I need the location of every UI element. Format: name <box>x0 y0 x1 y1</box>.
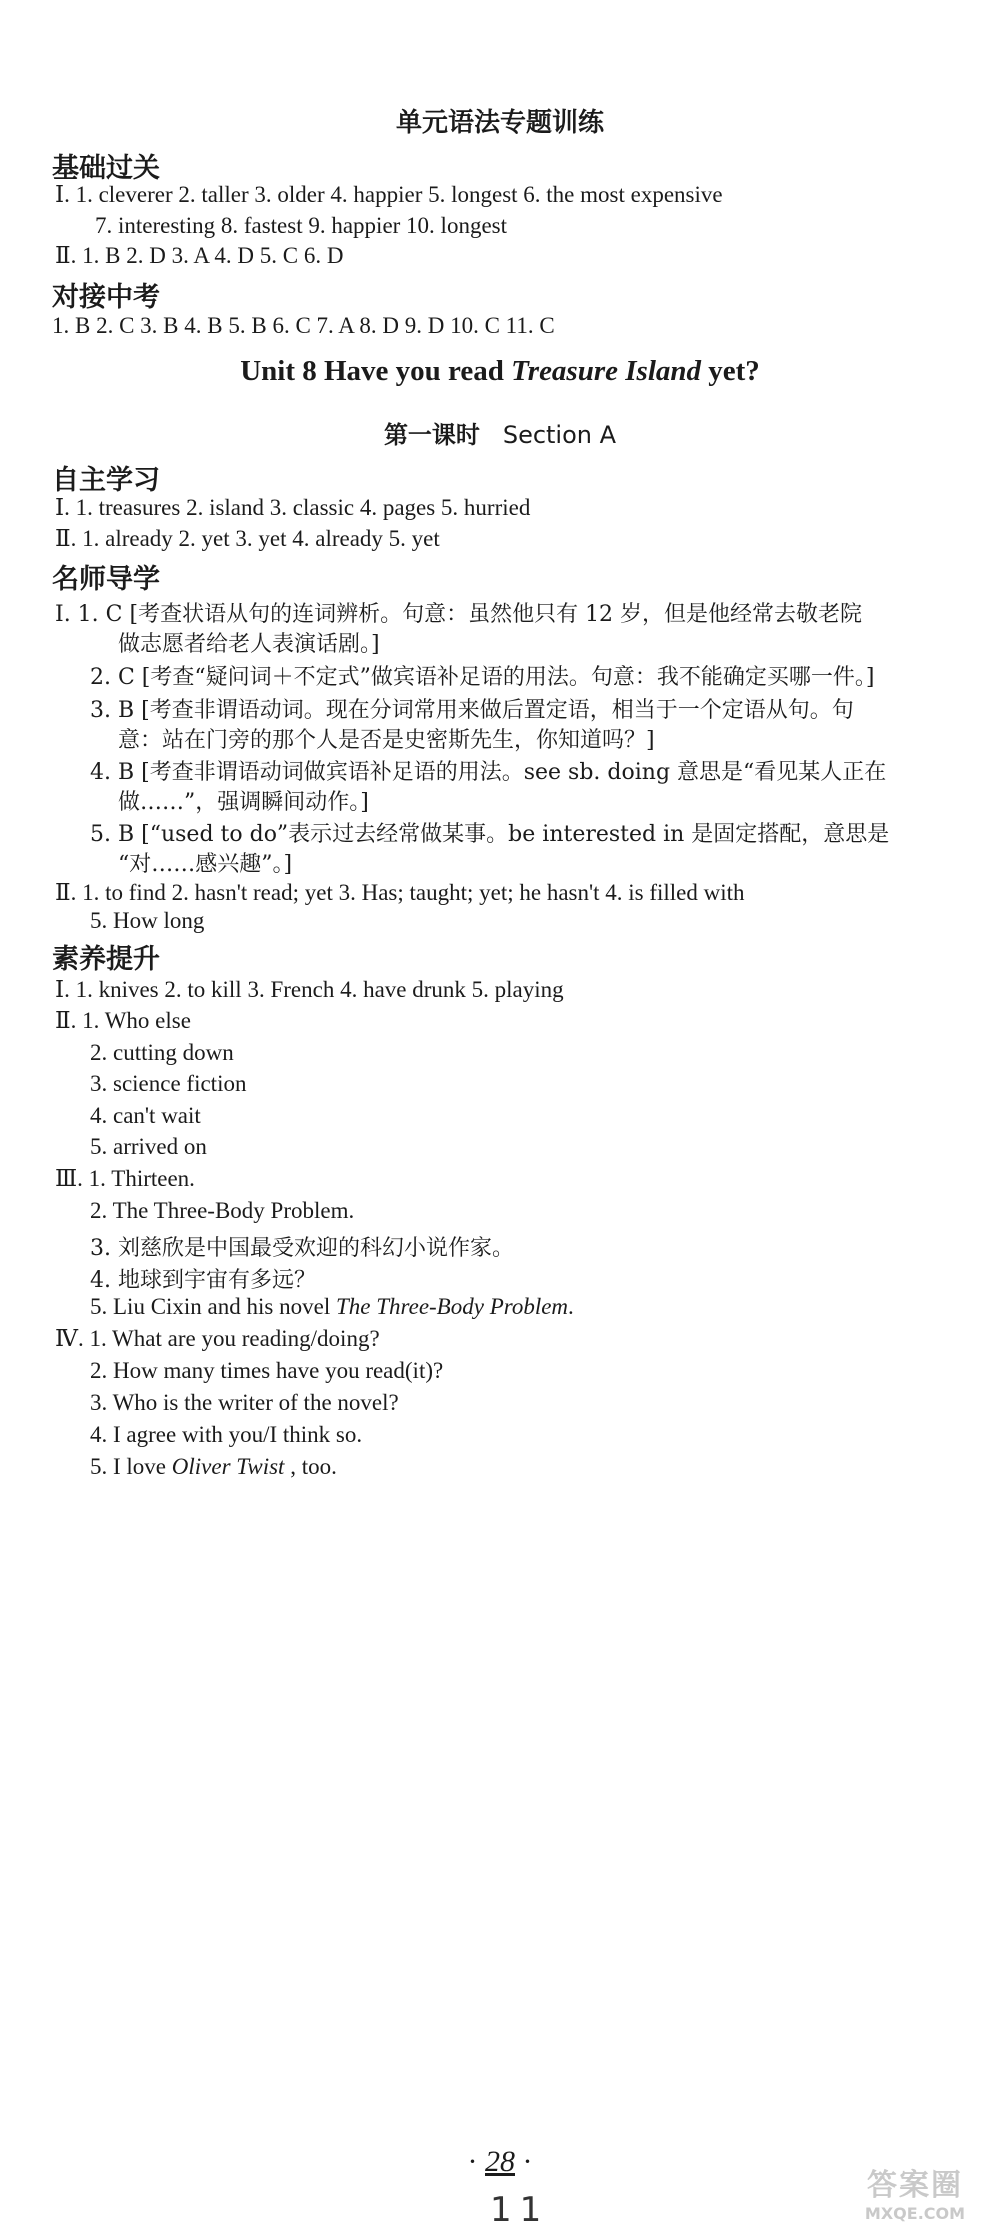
page-dot-left: · <box>467 2145 478 2178</box>
suyang-III-5-pre: 5. Liu Cixin and his novel <box>90 1294 336 1319</box>
mingshi-line-8: 5. B [“used to do”表示过去经常做某事。be interested in 是固定搭配，意思是 <box>90 822 890 847</box>
page-dot-right: · <box>522 2145 533 2178</box>
page-number-value: 28 <box>485 2145 515 2178</box>
jichu-II-line: Ⅱ. 1. B 2. D 3. A 4. D 5. C 6. D <box>55 243 344 268</box>
suyang-III-4: 4. 地球到宇宙有多远？ <box>90 1268 316 1293</box>
suyang-IV-5-title: Oliver Twist <box>171 1454 285 1479</box>
suyang-III-5-title: The Three-Body Problem <box>335 1294 569 1319</box>
suyang-IV-5-post: , too. <box>284 1454 337 1479</box>
suyang-III-5 <box>90 1294 574 1320</box>
watermark-cn: 答案圈 <box>867 2168 963 2203</box>
suyang-IV-5-pre: 5. I love <box>90 1454 172 1479</box>
mingshi-line-3: 2. C [考查“疑问词＋不定式”做宾语补足语的用法。句意：我不能确定买哪一件。] <box>90 665 875 690</box>
suyang-II-5: 5. arrived on <box>90 1134 207 1159</box>
lesson-heading <box>0 415 1000 450</box>
mingshi-line-9: “对……感兴趣”。] <box>118 852 293 877</box>
suyang-III-5-post: . <box>568 1294 574 1319</box>
suyang-IV-5 <box>90 1454 337 1480</box>
zhongkao-line: 1. B 2. C 3. B 4. B 5. B 6. C 7. A 8. D 9. D 10. C 11. C <box>52 313 555 338</box>
mingshi-line-10: Ⅱ. 1. to find 2. hasn't read; yet 3. Has; taught; yet; he hasn't 4. is filled with <box>55 880 745 905</box>
heading-zhongkao: 对接中考 <box>52 282 160 313</box>
heading-jichu: 基础过关 <box>52 153 160 184</box>
suyang-II-2: 2. cutting down <box>90 1040 234 1065</box>
jichu-I-line1: Ⅰ. 1. cleverer 2. taller 3. older 4. happier 5. longest 6. the most expensive <box>55 182 723 207</box>
heading-zizhu: 自主学习 <box>52 465 160 496</box>
mingshi-line-11: 5. How long <box>90 908 205 933</box>
suyang-IV-3: 3. Who is the writer of the novel? <box>90 1390 399 1415</box>
handwritten-mark: 11 <box>490 2190 550 2230</box>
suyang-I-line: Ⅰ. 1. knives 2. to kill 3. French 4. have drunk 5. playing <box>55 977 564 1002</box>
jichu-I-line2: 7. interesting 8. fastest 9. happier 10. longest <box>95 213 508 238</box>
suyang-II-4: 4. can't wait <box>90 1103 201 1128</box>
suyang-III-2: 2. The Three-Body Problem. <box>90 1198 355 1223</box>
mingshi-line-7: 做……”，强调瞬间动作。] <box>118 790 369 815</box>
section-title: 单元语法专题训练 <box>395 108 604 138</box>
suyang-II-1: Ⅱ. 1. Who else <box>55 1008 191 1033</box>
zizhu-I-line: Ⅰ. 1. treasures 2. island 3. classic 4. pages 5. hurried <box>55 495 531 520</box>
mingshi-line-6: 4. B [考查非谓语动词做宾语补足语的用法。see sb. doing 意思是“看见某人正在 <box>90 760 887 785</box>
watermark-en: MXQE.COM <box>864 2204 966 2223</box>
mingshi-line-1: Ⅰ. 1. C [考查状语从句的连词辨析。句意：虽然他只有 12 岁，但是他经常去敬老院 <box>55 602 863 627</box>
heading-mingshi: 名师导学 <box>52 564 160 595</box>
unit-title-prefix: Unit 8 Have you read <box>240 355 512 387</box>
watermark-logo <box>840 2160 990 2223</box>
lesson-cn: 第一课时 <box>383 421 480 449</box>
unit-title-suffix: yet? <box>701 355 760 387</box>
heading-suyang: 素养提升 <box>52 944 160 975</box>
unit-title-book: Treasure Island <box>511 355 702 387</box>
suyang-IV-2: 2. How many times have you read(it)? <box>90 1358 444 1383</box>
zizhu-II-line: Ⅱ. 1. already 2. yet 3. yet 4. already 5. yet <box>55 526 440 551</box>
suyang-IV-4: 4. I agree with you/I think so. <box>90 1422 363 1447</box>
suyang-II-3: 3. science fiction <box>90 1071 247 1096</box>
mingshi-line-2: 做志愿者给老人表演话剧。] <box>118 632 380 657</box>
suyang-IV-1: Ⅳ. 1. What are you reading/doing? <box>55 1326 380 1351</box>
lesson-en: Section A <box>502 421 617 449</box>
mingshi-line-4: 3. B [考查非谓语动词。现在分词常用来做后置定语，相当于一个定语从句。句 <box>90 698 854 723</box>
suyang-III-3: 3. 刘慈欣是中国最受欢迎的科幻小说作家。 <box>90 1236 514 1261</box>
mingshi-line-5: 意：站在门旁的那个人是否是史密斯先生，你知道吗？] <box>118 728 655 753</box>
unit-title <box>0 355 1000 388</box>
suyang-III-1: Ⅲ. 1. Thirteen. <box>55 1166 195 1191</box>
